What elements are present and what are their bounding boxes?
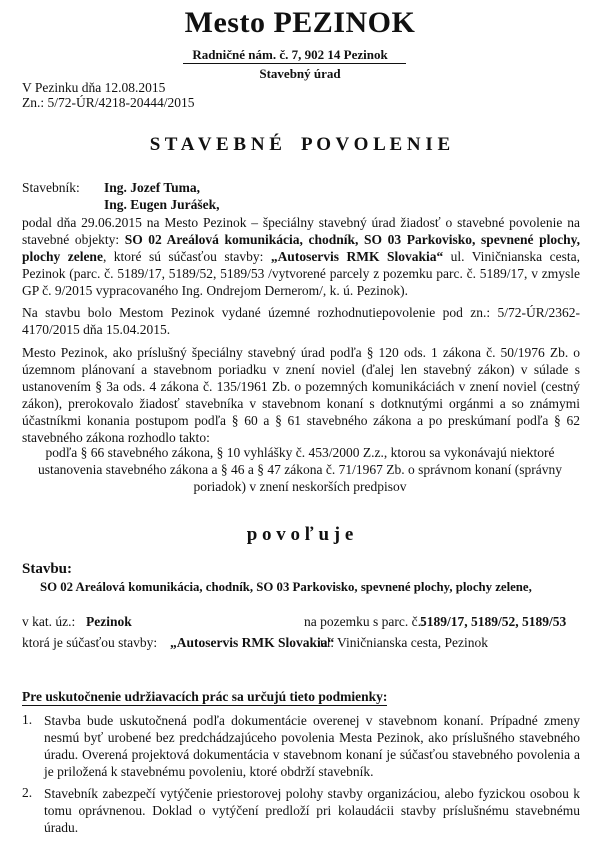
condition-text: Stavebník zabezpečí vytýčenie priestorovej polohy stavby organizáciou, alebo fyzickou osobou k tomu oprávnenou. Doklad o vytýčení predloží pri kolaudácii stavby príslušnému stavebnému úradu. bbox=[44, 786, 580, 835]
request-paragraph: podal dňa 29.06.2015 na Mesto Pezinok – špeciálny stavebný úrad žiadosť o stavebné povolenie na stavebné objekty: SO 02 Areálová komunikácia, chodník, SO 03 Parkovisko, spevnené plochy, plochy zelene, ktoré sú súčasťou stavby: „Autoservis RMK Slovakia“ ul. Viničnianska cesta, Pezinok (parc. č. 5189/17, 5189/52, 5189/53 /vytvorené parcely z pozemku parc. č. 5189/17, v zmysle GP č. 9/2015 vypracovaného Ing. Ondrejom Dernerom/, k. ú. Pezinok). bbox=[22, 215, 580, 298]
zoning-paragraph: Na stavbu bolo Mestom Pezinok vydané územné rozhodnutiepovolenie pod zn.: 5/72-ÚR/2362-4170/2015 dňa 15.04.2015. bbox=[22, 305, 580, 337]
cadastral-value: Pezinok bbox=[86, 614, 132, 629]
part-of-suffix: ul. Viničnianska cesta, Pezinok bbox=[320, 635, 489, 650]
condition-number: 2. bbox=[22, 785, 33, 800]
cadastral-label: v kat. úz.: bbox=[22, 614, 76, 629]
place-date: V Pezinku dňa 12.08.2015 bbox=[22, 80, 166, 95]
builder-name: Ing. Eugen Jurášek, bbox=[104, 197, 220, 212]
parcel-label: na pozemku s parc. č.: bbox=[304, 614, 425, 629]
city-address: Radničné nám. č. 7, 902 14 Pezinok bbox=[192, 47, 388, 62]
city-title: Mesto PEZINOK bbox=[184, 6, 416, 39]
conditions-heading: Pre uskutočnenie udržiavacích prác sa určujú tieto podmienky: bbox=[22, 689, 388, 704]
document-title: S T A V E B N É P O V O L E N I E bbox=[149, 134, 451, 155]
parcel-value: 5189/17, 5189/52, 5189/53 bbox=[420, 614, 567, 629]
header-rule bbox=[183, 63, 406, 64]
condition-number: 1. bbox=[22, 712, 33, 727]
reference-number: Zn.: 5/72-ÚR/4218-20444/2015 bbox=[22, 95, 195, 110]
condition-text: Stavba bude uskutočnená podľa dokumentácie overenej v stavebnom konaní. Prípadné zmeny nesmú byť urobené bez predchádzajúceho povolenia Mesta Pezinok, ako príslušného stavebného úradu. Overená projektová dokumentácia v stavebnom konaní je súčasťou stavebného povolenia a je priložená k stavebnému povoleniu, ktoré obdrží stavebník. bbox=[44, 713, 580, 779]
stavba-objects: SO 02 Areálová komunikácia, chodník, SO 03 Parkovisko, spevnené plochy, plochy zelene, bbox=[40, 580, 532, 594]
authority-paragraph: Mesto Pezinok, ako príslušný špeciálny stavebný úrad podľa § 120 ods. 1 zákona č. 50/1976 Zb. o územnom plánovaní a stavebnom poriadku v znení noviel (ďalej len stavebný zákon) v súlade s ustanovením § 3a ods. 4 zákona č. 135/1961 Zb. o pozemných komunikáciách v znení noviel (cestný zákon), prerokovalo žiadosť stavebníka v stavebnom konaní s dotknutými orgánmi a so známymi účastníkmi konania postupom podľa § 60 a § 61 stavebného zákona a po preskúmaní podľa § 62 stavebného zákona rozhodlo takto: bbox=[22, 345, 580, 445]
decision-heading: p o v o ľ u j e bbox=[246, 524, 354, 545]
builder-name: Ing. Jozef Tuma, bbox=[104, 180, 201, 195]
office-name: Stavebný úrad bbox=[259, 66, 341, 81]
builder-label: Stavebník: bbox=[22, 180, 80, 195]
legal-basis-paragraph: podľa § 66 stavebného zákona, § 10 vyhlášky č. 453/2000 Z.z., ktorou sa vykonávajú niektoré ustanovenia stavebného zákona a § 46 a § 47 zákona č. 71/1967 Zb. o správnom konaní (správny poriadok) v znení neskorších predpisov bbox=[37, 445, 563, 494]
stavba-label: Stavbu: bbox=[22, 561, 73, 577]
part-of-name: „Autoservis RMK Slovakia“ bbox=[170, 635, 335, 650]
part-of-prefix: ktorá je súčasťou stavby: bbox=[22, 635, 158, 650]
